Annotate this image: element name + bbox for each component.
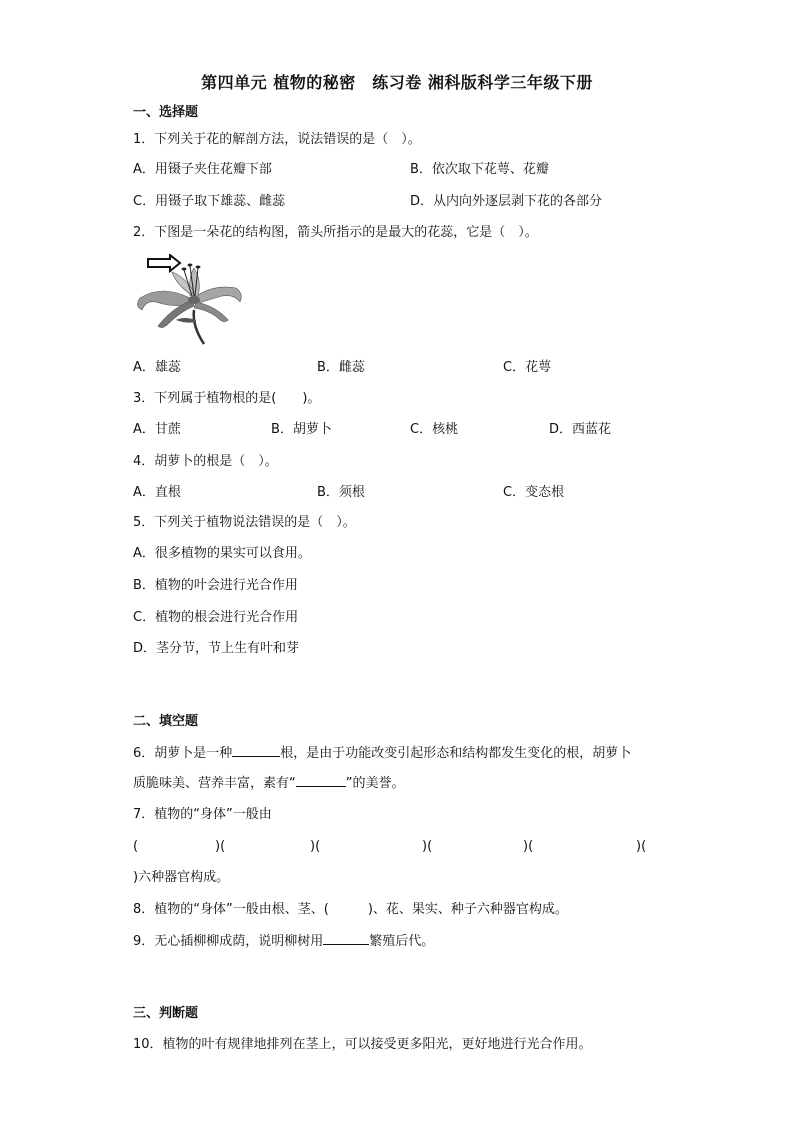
question-6-blank-1[interactable] xyxy=(232,744,280,757)
question-7-paren-2[interactable]: )( xyxy=(215,839,226,854)
question-6-line-2 xyxy=(133,774,405,793)
question-9-line xyxy=(133,932,434,951)
question-8-stem: 8．植物的“身体”一般由根、茎、( )、花、果实、种子六种器官构成。 xyxy=(133,902,568,917)
question-6-text-2: 根，是由于功能改变引起形态和结构都发生变化的根，胡萝卜 xyxy=(280,746,632,761)
question-5-option-d: D．茎分节，节上生有叶和芽 xyxy=(133,641,300,656)
question-7-paren-6[interactable]: )( xyxy=(636,839,647,854)
question-7-stem: 7．植物的“身体”一般由 xyxy=(133,807,272,822)
question-5-stem: 5．下列关于植物说法错误的是（ ）。 xyxy=(133,515,356,530)
question-10-stem: 10．植物的叶有规律地排列在茎上，可以接受更多阳光，更好地进行光合作用。 xyxy=(133,1037,592,1052)
question-7-tail: )六种器官构成。 xyxy=(133,870,230,885)
question-6-text-3: 质脆味美、营养丰富，素有“ xyxy=(133,776,296,791)
arrow-icon xyxy=(148,255,180,271)
question-4-stem: 4．胡萝卜的根是（ ）。 xyxy=(133,454,278,469)
question-7-paren-1: ( xyxy=(133,839,139,854)
question-1-option-c: C．用镊子取下雄蕊、雌蕊 xyxy=(133,194,286,209)
section-heading-judge: 三、判断题 xyxy=(133,1006,199,1021)
question-4-option-b: B．须根 xyxy=(317,485,365,500)
question-6-text-1: 6．胡萝卜是一种 xyxy=(133,746,233,761)
question-3-option-a: A．甘蔗 xyxy=(133,422,181,437)
question-2-stem: 2．下图是一朵花的结构图，箭头所指示的是最大的花蕊，它是（ ）。 xyxy=(133,225,538,240)
question-3-option-c: C．核桃 xyxy=(410,422,459,437)
question-5-option-c: C．植物的根会进行光合作用 xyxy=(133,610,299,625)
question-7-paren-5[interactable]: )( xyxy=(523,839,534,854)
question-1-option-d: D．从内向外逐层剥下花的各部分 xyxy=(410,194,603,209)
question-3-option-d: D．西蓝花 xyxy=(549,422,612,437)
question-9-blank[interactable] xyxy=(323,932,369,945)
section-heading-fill: 二、填空题 xyxy=(133,714,199,729)
question-6-line-1 xyxy=(133,744,631,763)
question-3-stem: 3．下列属于植物根的是( )。 xyxy=(133,391,321,406)
question-1-stem: 1．下列关于花的解剖方法，说法错误的是（ ）。 xyxy=(133,132,421,147)
lily-flower-figure xyxy=(132,254,246,346)
question-6-blank-2[interactable] xyxy=(296,774,346,787)
question-4-option-c: C．变态根 xyxy=(503,485,565,500)
question-9-text-2: 繁殖后代。 xyxy=(369,934,435,949)
question-6-text-4: ”的美誉。 xyxy=(345,776,405,791)
question-1-option-a: A．用镊子夹住花瓣下部 xyxy=(133,162,272,177)
question-9-text-1: 9．无心插柳柳成荫，说明柳树用 xyxy=(133,934,324,949)
question-3-option-b: B．胡萝卜 xyxy=(271,422,332,437)
section-heading-choice: 一、选择题 xyxy=(133,105,199,120)
question-2-option-a: A．雄蕊 xyxy=(133,360,181,375)
page-title: 第四单元 植物的秘密 练习卷 湘科版科学三年级下册 xyxy=(201,73,593,92)
question-4-option-a: A．直根 xyxy=(133,485,181,500)
question-7-paren-3[interactable]: )( xyxy=(310,839,321,854)
question-1-option-b: B．依次取下花萼、花瓣 xyxy=(410,162,549,177)
question-2-option-c: C．花萼 xyxy=(503,360,552,375)
question-5-option-b: B．植物的叶会进行光合作用 xyxy=(133,578,298,593)
question-7-paren-4[interactable]: )( xyxy=(422,839,433,854)
question-5-option-a: A．很多植物的果实可以食用。 xyxy=(133,546,311,561)
question-2-option-b: B．雌蕊 xyxy=(317,360,365,375)
